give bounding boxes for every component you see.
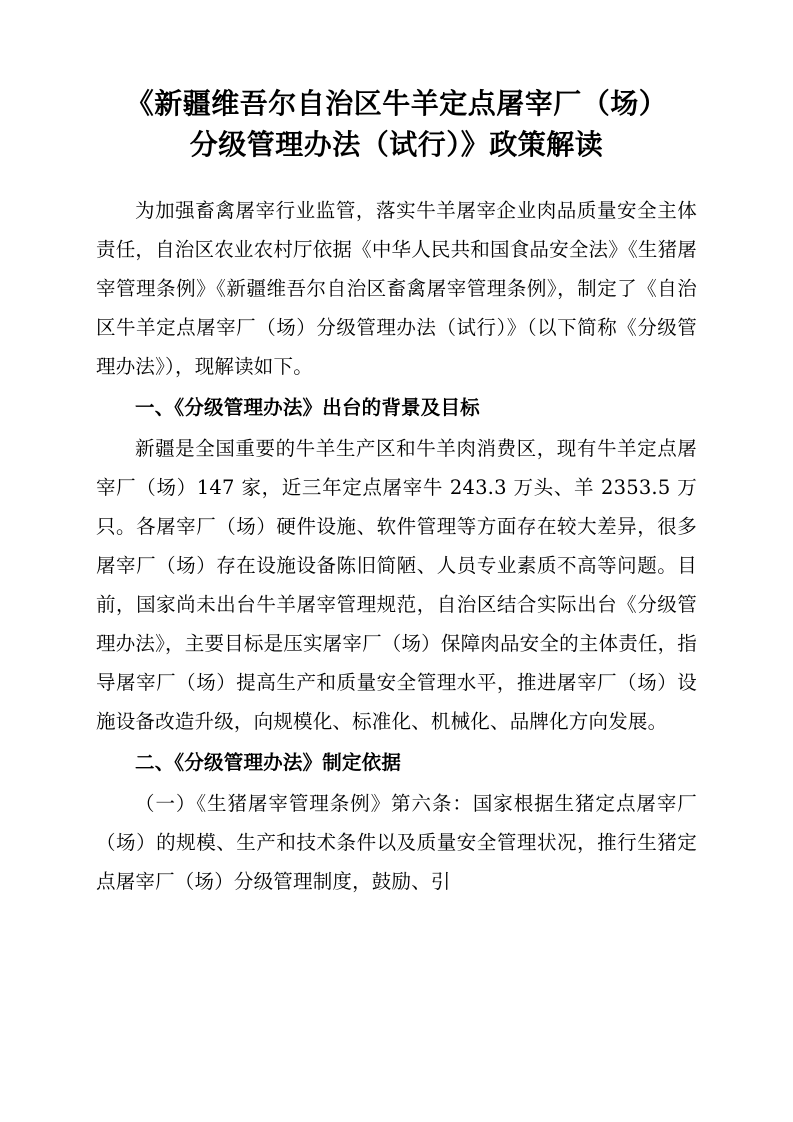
section-heading-one: 一、《分级管理办法》出台的背景及目标: [135, 396, 480, 420]
page-title-line-1: 《新疆维吾尔自治区牛羊定点屠宰厂（场）: [125, 87, 668, 120]
page-title: [96, 84, 697, 165]
background-paragraph: 新疆是全国重要的牛羊生产区和牛羊肉消费区，现有牛羊定点屠宰厂（场）147 家，近三年定点屠宰牛 243.3 万头、羊 2353.5 万只。各屠宰厂（场）硬件设施、软件管理等方面存在较大差异，很多屠宰厂（场）存在设施设备陈旧简陋、人员专业素质不高等问题。目前，国家尚未出台牛羊屠宰管理规范，自治区结合实际出台《分级管理办法》，主要目标是压实屠宰厂（场）保障肉品安全的主体责任，指导屠宰厂（场）提高生产和质量安全管理水平，推进屠宰厂（场）设施设备改造升级，向规模化、标准化、机械化、品牌化方向发展。: [96, 437, 697, 734]
intro-paragraph: 为加强畜禽屠宰行业监管，落实牛羊屠宰企业肉品质量安全主体责任，自治区农业农村厅依据《中华人民共和国食品安全法》《生猪屠宰管理条例》《新疆维吾尔自治区畜禽屠宰管理条例》，制定了《自治区牛羊定点屠宰厂（场）分级管理办法（试行）》（以下简称《分级管理办法》），现解读如下。: [96, 199, 697, 379]
section-heading-two: 二、《分级管理办法》制定依据: [135, 751, 402, 775]
basis-item-one-paragraph: （一）《生猪屠宰管理条例》第六条：国家根据生猪定点屠宰厂（场）的规模、生产和技术条件以及质量安全管理状况，推行生猪定点屠宰厂（场）分级管理制度，鼓励、引: [96, 792, 697, 894]
page-title-line-2: 分级管理办法（试行）》政策解读: [189, 127, 604, 161]
